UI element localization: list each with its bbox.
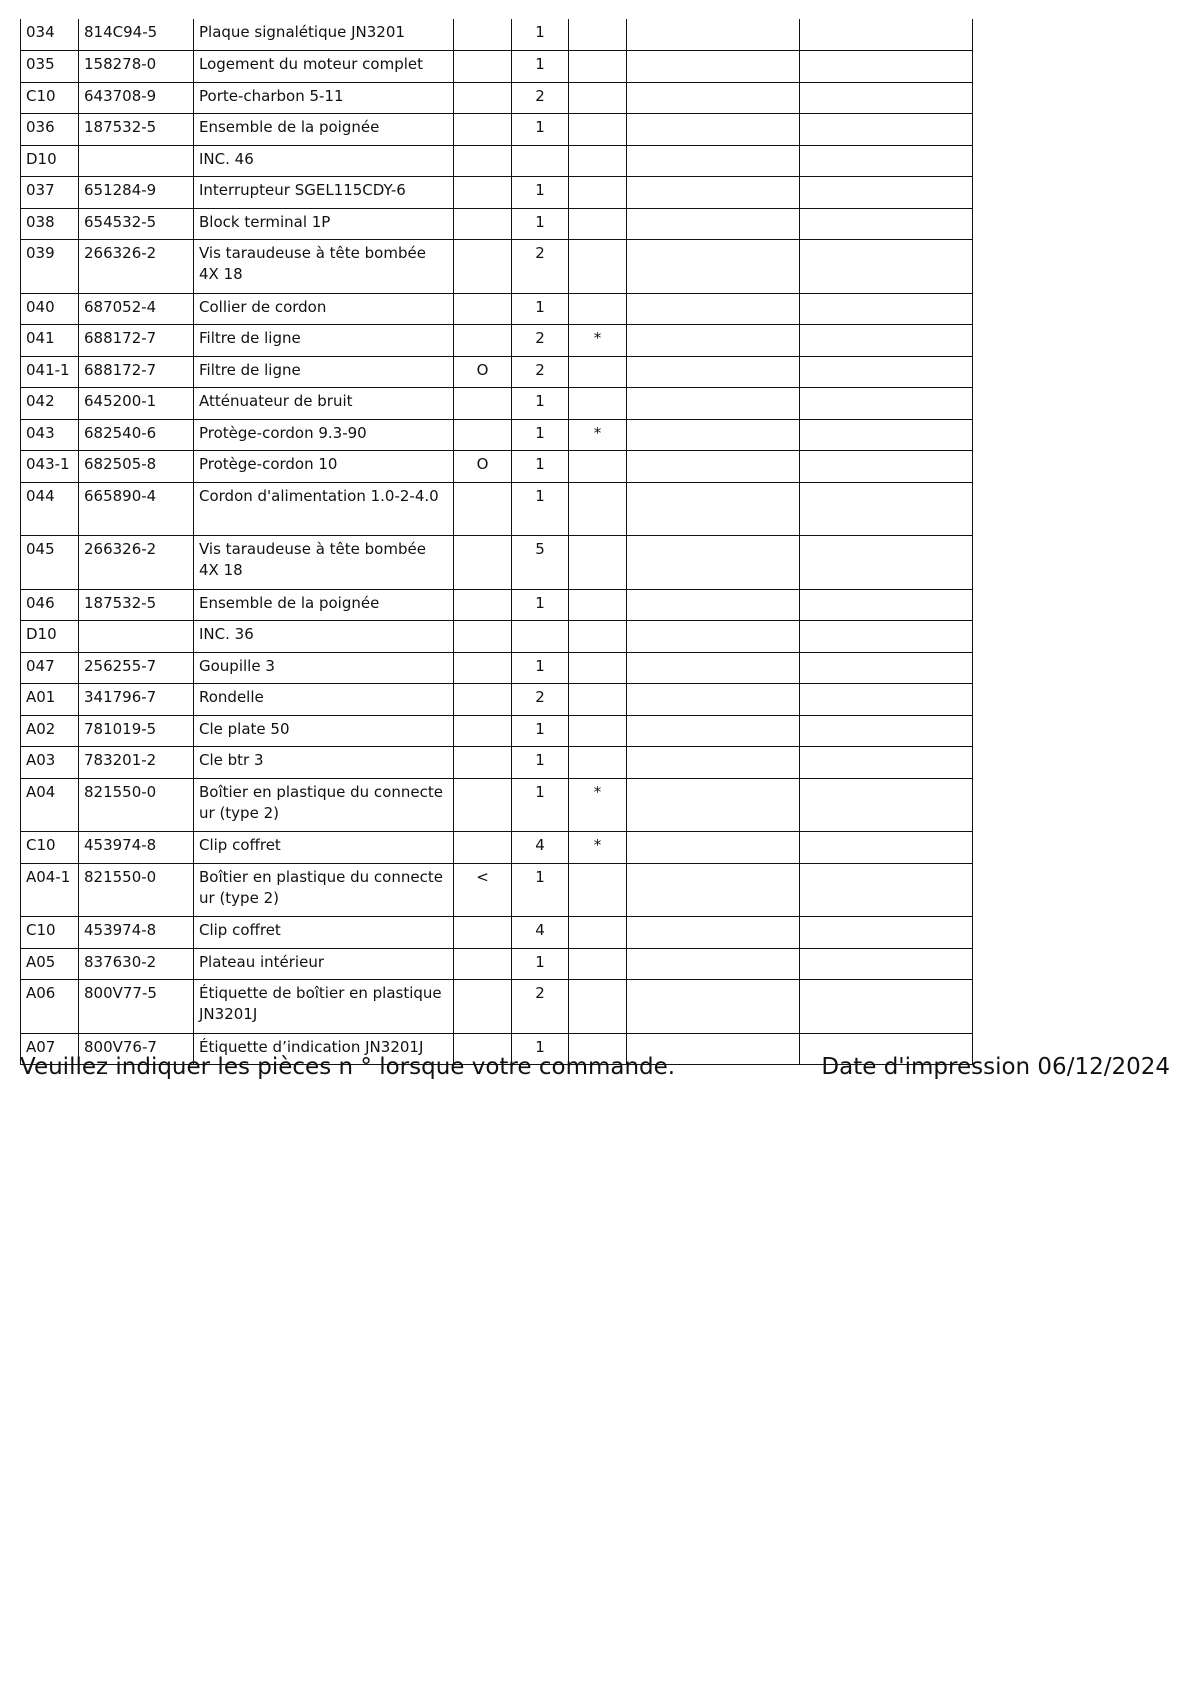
- cell-part-number: 651284-9: [79, 177, 194, 209]
- cell-mark: [569, 114, 627, 146]
- cell-description: Vis taraudeuse à tête bombée 4X 18: [194, 240, 454, 294]
- cell-quantity: 1: [512, 114, 569, 146]
- cell-mark: [569, 208, 627, 240]
- cell-mark: [569, 51, 627, 83]
- cell-description: Boîtier en plastique du connecte ur (type 2): [194, 778, 454, 832]
- cell-mark: [569, 356, 627, 388]
- cell-blank: [627, 747, 800, 779]
- cell-quantity: 1: [512, 451, 569, 483]
- cell-option: [454, 980, 512, 1034]
- cell-quantity: 4: [512, 917, 569, 949]
- cell-option: [454, 482, 512, 536]
- table-row: [21, 356, 973, 388]
- cell-quantity: 1: [512, 208, 569, 240]
- cell-part-number: 187532-5: [79, 114, 194, 146]
- cell-part-number: 837630-2: [79, 948, 194, 980]
- cell-mark: [569, 589, 627, 621]
- cell-description: Atténuateur de bruit: [194, 388, 454, 420]
- cell-blank: [800, 19, 973, 51]
- order-note: Veuillez indiquer les pièces n ° lorsque votre commande.: [20, 1054, 676, 1080]
- cell-item-no: 042: [21, 388, 79, 420]
- table-row: [21, 747, 973, 779]
- cell-description: Filtre de ligne: [194, 356, 454, 388]
- table-row: [21, 715, 973, 747]
- cell-blank: [800, 832, 973, 864]
- cell-blank: [800, 747, 973, 779]
- cell-item-no: 041: [21, 325, 79, 357]
- cell-description: Filtre de ligne: [194, 325, 454, 357]
- cell-part-number: 814C94-5: [79, 19, 194, 51]
- cell-quantity: 1: [512, 419, 569, 451]
- cell-quantity: 2: [512, 82, 569, 114]
- cell-description: INC. 36: [194, 621, 454, 653]
- cell-mark: [569, 145, 627, 177]
- cell-description: Plateau intérieur: [194, 948, 454, 980]
- cell-mark: *: [569, 419, 627, 451]
- cell-blank: [627, 778, 800, 832]
- cell-description: Protège-cordon 9.3-90: [194, 419, 454, 451]
- cell-option: O: [454, 451, 512, 483]
- cell-quantity: 1: [512, 177, 569, 209]
- cell-blank: [627, 19, 800, 51]
- cell-item-no: 045: [21, 536, 79, 590]
- cell-blank: [800, 388, 973, 420]
- cell-blank: [627, 621, 800, 653]
- table-row: [21, 482, 973, 536]
- cell-description: Rondelle: [194, 684, 454, 716]
- cell-item-no: A05: [21, 948, 79, 980]
- cell-part-number: 266326-2: [79, 536, 194, 590]
- cell-mark: [569, 621, 627, 653]
- cell-mark: [569, 747, 627, 779]
- cell-blank: [800, 536, 973, 590]
- table-row: [21, 325, 973, 357]
- cell-option: [454, 145, 512, 177]
- cell-blank: [800, 652, 973, 684]
- cell-quantity: 2: [512, 684, 569, 716]
- cell-item-no: A06: [21, 980, 79, 1034]
- cell-option: [454, 325, 512, 357]
- cell-blank: [627, 917, 800, 949]
- cell-quantity: 2: [512, 980, 569, 1034]
- cell-option: [454, 293, 512, 325]
- table-row: [21, 863, 973, 917]
- cell-blank: [800, 980, 973, 1034]
- cell-mark: [569, 293, 627, 325]
- cell-item-no: A04-1: [21, 863, 79, 917]
- table-row: [21, 145, 973, 177]
- cell-mark: *: [569, 778, 627, 832]
- table-row: [21, 778, 973, 832]
- cell-description: Cle plate 50: [194, 715, 454, 747]
- cell-part-number: 783201-2: [79, 747, 194, 779]
- cell-quantity: 1: [512, 747, 569, 779]
- cell-blank: [800, 482, 973, 536]
- cell-description: Vis taraudeuse à tête bombée 4X 18: [194, 536, 454, 590]
- cell-option: [454, 917, 512, 949]
- cell-option: [454, 536, 512, 590]
- cell-quantity: 1: [512, 19, 569, 51]
- cell-item-no: D10: [21, 145, 79, 177]
- cell-description: Cordon d'alimentation 1.0-2-4.0: [194, 482, 454, 536]
- cell-blank: [627, 82, 800, 114]
- cell-blank: [800, 589, 973, 621]
- cell-part-number: 256255-7: [79, 652, 194, 684]
- cell-blank: [627, 388, 800, 420]
- cell-blank: [800, 419, 973, 451]
- cell-quantity: 1: [512, 652, 569, 684]
- cell-blank: [627, 652, 800, 684]
- cell-blank: [800, 684, 973, 716]
- cell-blank: [800, 114, 973, 146]
- cell-quantity: 1: [512, 1033, 569, 1065]
- cell-blank: [627, 451, 800, 483]
- cell-quantity: 4: [512, 832, 569, 864]
- cell-option: [454, 419, 512, 451]
- cell-blank: [627, 589, 800, 621]
- cell-mark: [569, 177, 627, 209]
- cell-option: [454, 388, 512, 420]
- cell-option: [454, 19, 512, 51]
- cell-blank: [800, 293, 973, 325]
- cell-quantity: 1: [512, 948, 569, 980]
- cell-part-number: 682540-6: [79, 419, 194, 451]
- cell-quantity: [512, 621, 569, 653]
- table-row: [21, 832, 973, 864]
- cell-blank: [800, 917, 973, 949]
- cell-quantity: 5: [512, 536, 569, 590]
- table-row: [21, 536, 973, 590]
- cell-option: [454, 684, 512, 716]
- cell-part-number: 821550-0: [79, 778, 194, 832]
- table-row: [21, 589, 973, 621]
- cell-quantity: [512, 145, 569, 177]
- cell-option: [454, 114, 512, 146]
- cell-blank: [800, 356, 973, 388]
- cell-part-number: 266326-2: [79, 240, 194, 294]
- cell-blank: [627, 114, 800, 146]
- cell-item-no: 046: [21, 589, 79, 621]
- cell-blank: [800, 240, 973, 294]
- cell-item-no: 047: [21, 652, 79, 684]
- cell-blank: [800, 208, 973, 240]
- cell-quantity: 1: [512, 778, 569, 832]
- cell-mark: [569, 684, 627, 716]
- cell-part-number: [79, 145, 194, 177]
- cell-mark: [569, 917, 627, 949]
- table-row: [21, 114, 973, 146]
- cell-option: [454, 208, 512, 240]
- cell-option: [454, 177, 512, 209]
- cell-blank: [627, 536, 800, 590]
- cell-mark: [569, 482, 627, 536]
- cell-part-number: 688172-7: [79, 356, 194, 388]
- cell-quantity: 1: [512, 715, 569, 747]
- cell-quantity: 1: [512, 589, 569, 621]
- cell-description: Clip coffret: [194, 832, 454, 864]
- table-row: [21, 293, 973, 325]
- cell-description: Interrupteur SGEL115CDY-6: [194, 177, 454, 209]
- cell-mark: [569, 19, 627, 51]
- cell-item-no: 039: [21, 240, 79, 294]
- cell-option: [454, 715, 512, 747]
- cell-blank: [627, 684, 800, 716]
- table-row: [21, 980, 973, 1034]
- cell-mark: [569, 948, 627, 980]
- cell-blank: [627, 832, 800, 864]
- cell-item-no: 040: [21, 293, 79, 325]
- cell-blank: [800, 948, 973, 980]
- cell-option: [454, 82, 512, 114]
- cell-blank: [627, 240, 800, 294]
- cell-option: [454, 948, 512, 980]
- cell-blank: [800, 621, 973, 653]
- cell-description: Goupille 3: [194, 652, 454, 684]
- cell-blank: [627, 980, 800, 1034]
- cell-item-no: A01: [21, 684, 79, 716]
- cell-blank: [627, 356, 800, 388]
- cell-description: Étiquette d’indication JN3201J: [194, 1033, 454, 1065]
- cell-description: Ensemble de la poignée: [194, 589, 454, 621]
- table-row: [21, 82, 973, 114]
- cell-mark: [569, 240, 627, 294]
- parts-table: [20, 19, 973, 1065]
- cell-item-no: A04: [21, 778, 79, 832]
- cell-mark: [569, 652, 627, 684]
- cell-quantity: 1: [512, 863, 569, 917]
- cell-description: INC. 46: [194, 145, 454, 177]
- cell-part-number: 341796-7: [79, 684, 194, 716]
- cell-option: [454, 51, 512, 83]
- cell-option: <: [454, 863, 512, 917]
- cell-mark: *: [569, 325, 627, 357]
- cell-blank: [627, 208, 800, 240]
- cell-blank: [627, 51, 800, 83]
- cell-quantity: 1: [512, 388, 569, 420]
- cell-quantity: 1: [512, 51, 569, 83]
- table-row: [21, 388, 973, 420]
- cell-part-number: 682505-8: [79, 451, 194, 483]
- table-row: [21, 240, 973, 294]
- cell-blank: [800, 145, 973, 177]
- cell-item-no: C10: [21, 917, 79, 949]
- cell-blank: [800, 715, 973, 747]
- cell-part-number: 453974-8: [79, 832, 194, 864]
- cell-mark: [569, 980, 627, 1034]
- cell-blank: [627, 177, 800, 209]
- cell-blank: [800, 863, 973, 917]
- cell-part-number: 645200-1: [79, 388, 194, 420]
- cell-part-number: 453974-8: [79, 917, 194, 949]
- cell-description: Cle btr 3: [194, 747, 454, 779]
- cell-item-no: 043-1: [21, 451, 79, 483]
- cell-item-no: 043: [21, 419, 79, 451]
- cell-description: Boîtier en plastique du connecte ur (type 2): [194, 863, 454, 917]
- cell-part-number: 654532-5: [79, 208, 194, 240]
- print-date: Date d'impression 06/12/2024: [821, 1054, 1170, 1080]
- table-row: [21, 451, 973, 483]
- cell-description: Block terminal 1P: [194, 208, 454, 240]
- cell-item-no: C10: [21, 832, 79, 864]
- cell-mark: [569, 863, 627, 917]
- table-row: [21, 621, 973, 653]
- cell-mark: [569, 388, 627, 420]
- cell-blank: [800, 51, 973, 83]
- cell-part-number: [79, 621, 194, 653]
- cell-blank: [627, 325, 800, 357]
- cell-mark: [569, 451, 627, 483]
- cell-option: [454, 832, 512, 864]
- cell-blank: [627, 715, 800, 747]
- cell-part-number: 158278-0: [79, 51, 194, 83]
- cell-quantity: 1: [512, 482, 569, 536]
- cell-description: Clip coffret: [194, 917, 454, 949]
- table-row: [21, 51, 973, 83]
- cell-mark: [569, 715, 627, 747]
- cell-option: O: [454, 356, 512, 388]
- cell-blank: [800, 82, 973, 114]
- cell-item-no: 035: [21, 51, 79, 83]
- table-row: [21, 948, 973, 980]
- cell-mark: [569, 82, 627, 114]
- cell-blank: [627, 419, 800, 451]
- cell-option: [454, 240, 512, 294]
- cell-mark: *: [569, 832, 627, 864]
- cell-description: Protège-cordon 10: [194, 451, 454, 483]
- cell-item-no: A03: [21, 747, 79, 779]
- cell-blank: [627, 482, 800, 536]
- table-row: [21, 208, 973, 240]
- cell-item-no: 034: [21, 19, 79, 51]
- cell-option: [454, 621, 512, 653]
- cell-description: Ensemble de la poignée: [194, 114, 454, 146]
- cell-mark: [569, 536, 627, 590]
- cell-item-no: 037: [21, 177, 79, 209]
- cell-description: Collier de cordon: [194, 293, 454, 325]
- table-row: [21, 419, 973, 451]
- table-row: [21, 917, 973, 949]
- cell-part-number: 800V76-7: [79, 1033, 194, 1065]
- cell-blank: [627, 145, 800, 177]
- cell-quantity: 2: [512, 325, 569, 357]
- cell-option: [454, 652, 512, 684]
- cell-part-number: 800V77-5: [79, 980, 194, 1034]
- cell-quantity: 1: [512, 293, 569, 325]
- cell-description: Étiquette de boîtier en plastique JN3201J: [194, 980, 454, 1034]
- cell-blank: [627, 293, 800, 325]
- cell-blank: [627, 863, 800, 917]
- cell-item-no: A07: [21, 1033, 79, 1065]
- cell-description: Plaque signalétique JN3201: [194, 19, 454, 51]
- cell-description: Logement du moteur complet: [194, 51, 454, 83]
- cell-option: [454, 778, 512, 832]
- table-row: [21, 652, 973, 684]
- cell-item-no: C10: [21, 82, 79, 114]
- cell-item-no: A02: [21, 715, 79, 747]
- cell-blank: [800, 325, 973, 357]
- cell-part-number: 781019-5: [79, 715, 194, 747]
- cell-option: [454, 747, 512, 779]
- cell-blank: [800, 451, 973, 483]
- cell-quantity: 2: [512, 356, 569, 388]
- cell-blank: [627, 948, 800, 980]
- cell-part-number: 665890-4: [79, 482, 194, 536]
- cell-item-no: 044: [21, 482, 79, 536]
- cell-item-no: 038: [21, 208, 79, 240]
- table-row: [21, 177, 973, 209]
- cell-part-number: 821550-0: [79, 863, 194, 917]
- cell-quantity: 2: [512, 240, 569, 294]
- cell-part-number: 687052-4: [79, 293, 194, 325]
- cell-description: Porte-charbon 5-11: [194, 82, 454, 114]
- cell-part-number: 688172-7: [79, 325, 194, 357]
- table-row: [21, 684, 973, 716]
- cell-part-number: 643708-9: [79, 82, 194, 114]
- cell-item-no: D10: [21, 621, 79, 653]
- cell-item-no: 036: [21, 114, 79, 146]
- cell-item-no: 041-1: [21, 356, 79, 388]
- table-row: [21, 19, 973, 51]
- cell-blank: [800, 778, 973, 832]
- cell-part-number: 187532-5: [79, 589, 194, 621]
- cell-option: [454, 589, 512, 621]
- cell-blank: [800, 177, 973, 209]
